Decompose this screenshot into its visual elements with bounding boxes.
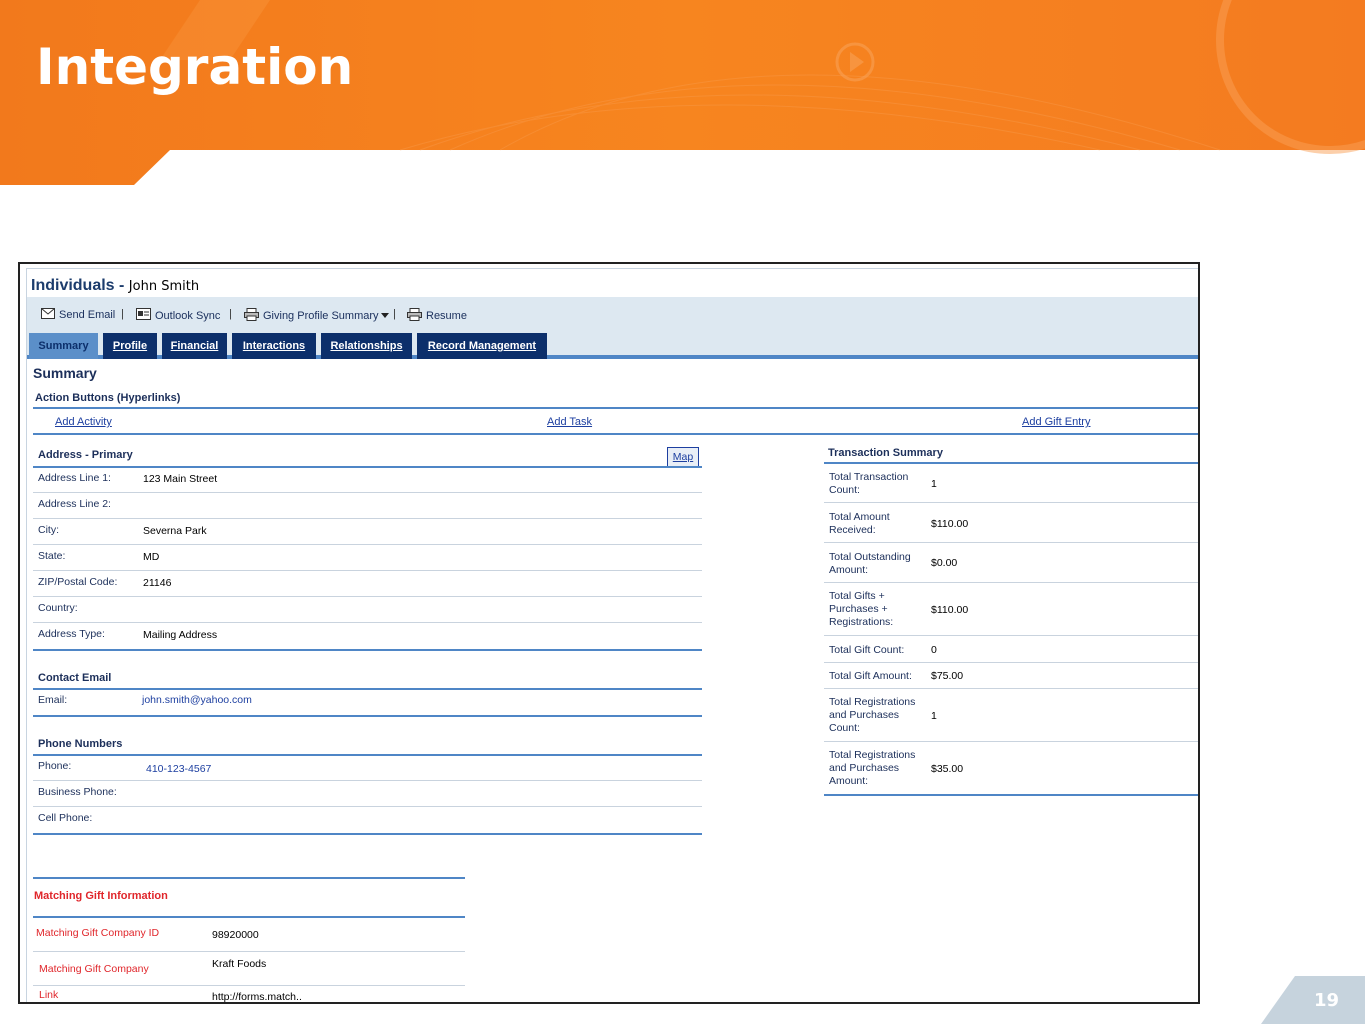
divider: [33, 780, 702, 781]
ts-total-gift-count-value: 0: [931, 644, 937, 656]
divider: [33, 570, 702, 571]
ts-total-registrations-purchases-amount-value: $35.00: [931, 763, 964, 775]
zip-label: ZIP/Postal Code:: [38, 576, 118, 588]
divider: [33, 544, 702, 545]
divider: [33, 688, 702, 690]
divider: [33, 833, 702, 835]
ts-total-gifts-purchases-registrations-value: $110.00: [931, 604, 969, 616]
ts-total-transaction-count-label: Total Transaction Count:: [829, 471, 909, 496]
add-gift-entry-link[interactable]: Add Gift Entry: [1022, 416, 1091, 428]
header-banner: [0, 0, 1365, 185]
matching-gift-link-label: Link: [39, 989, 59, 1001]
zip-value: 21146: [143, 577, 172, 589]
divider: [824, 688, 1198, 689]
record-title: [31, 277, 199, 295]
tab-summary[interactable]: Summary: [29, 333, 98, 359]
matching-gift-company-id-value: 98920000: [212, 929, 259, 941]
summary-heading: Summary: [33, 365, 97, 381]
crm-screenshot: [18, 262, 1200, 1004]
slide-title: Integration: [36, 38, 354, 96]
resume-label: Resume: [426, 310, 467, 322]
matching-gift-heading: Matching Gift Information: [34, 890, 168, 902]
ts-total-transaction-count-value: 1: [931, 478, 937, 490]
crm-record-view: [26, 268, 1198, 1002]
envelope-icon: [41, 308, 55, 322]
outlook-icon: [136, 308, 151, 323]
address-line1-label: Address Line 1:: [38, 472, 111, 484]
ts-total-amount-received-value: $110.00: [931, 518, 969, 530]
ts-total-outstanding-amount-label: Total Outstanding Amount:: [829, 551, 911, 576]
address-type-label: Address Type:: [38, 628, 105, 640]
city-value: Severna Park: [143, 525, 207, 537]
printer-icon: [407, 308, 422, 324]
printer-icon: [244, 308, 259, 324]
action-buttons-heading: Action Buttons (Hyperlinks): [35, 392, 181, 404]
giving-profile-summary-dropdown[interactable]: [244, 308, 389, 324]
resume-button[interactable]: [407, 308, 467, 324]
state-label: State:: [38, 550, 66, 562]
send-email-button[interactable]: [41, 308, 115, 322]
tab-profile[interactable]: Profile: [103, 333, 157, 359]
ts-total-registrations-purchases-count-label: Total Registrations and Purchases Count:: [829, 696, 916, 734]
outlook-sync-button[interactable]: [136, 308, 220, 323]
chevron-down-icon: [381, 310, 389, 322]
divider: [33, 596, 702, 597]
state-value: MD: [143, 551, 160, 563]
map-button[interactable]: Map: [667, 447, 699, 467]
divider: [824, 635, 1198, 636]
contact-email-heading: Contact Email: [38, 672, 112, 684]
address-type-value: Mailing Address: [143, 629, 218, 641]
divider: [33, 518, 702, 519]
divider: [33, 916, 465, 918]
matching-gift-company-id-label: Matching Gift Company ID: [36, 927, 160, 939]
cell-phone-label: Cell Phone:: [38, 812, 93, 824]
transaction-summary-heading: Transaction Summary: [828, 447, 943, 459]
divider: [33, 877, 465, 879]
ts-total-gifts-purchases-registrations-label: Total Gifts + Purchases + Registrations:: [829, 590, 894, 628]
outlook-sync-label: Outlook Sync: [155, 309, 221, 322]
divider: [824, 741, 1198, 742]
ts-total-gift-amount-value: $75.00: [931, 670, 964, 682]
divider: [33, 985, 465, 986]
tab-record-management[interactable]: Record Management: [417, 333, 547, 359]
divider: [824, 582, 1198, 583]
address-heading: Address - Primary: [38, 449, 133, 461]
ts-total-gift-amount-label: Total Gift Amount:: [829, 670, 912, 682]
tab-interactions[interactable]: Interactions: [232, 333, 316, 359]
ts-total-gift-count-label: Total Gift Count:: [829, 644, 905, 656]
divider: [33, 715, 702, 717]
address-line2-label: Address Line 2:: [38, 498, 111, 510]
matching-gift-link[interactable]: http://forms.match..: [212, 991, 302, 1002]
record-tabs: [27, 331, 1198, 359]
matching-gift-company-value: Kraft Foods: [212, 958, 267, 970]
record-type-label: Individuals: [31, 277, 115, 294]
phone-link[interactable]: 410-123-4567: [146, 763, 212, 775]
divider: [33, 951, 465, 952]
giving-profile-summary-label: Giving Profile Summary: [263, 310, 379, 322]
phone-label: Phone:: [38, 760, 72, 772]
divider: [824, 542, 1198, 543]
email-link[interactable]: john.smith@yahoo.com: [142, 694, 252, 706]
city-label: City:: [38, 524, 59, 536]
ts-total-outstanding-amount-value: $0.00: [931, 557, 958, 569]
divider: [33, 754, 702, 756]
ts-total-amount-received-label: Total Amount Received:: [829, 511, 890, 536]
tab-relationships[interactable]: Relationships: [321, 333, 412, 359]
toolbar-separator: |: [121, 308, 124, 320]
matching-gift-company-label: Matching Gift Company: [39, 963, 149, 975]
address-line1-value: 123 Main Street: [143, 473, 218, 485]
toolbar-separator: |: [393, 308, 396, 320]
divider: [824, 794, 1198, 796]
record-toolbar: [27, 297, 1198, 331]
ts-total-registrations-purchases-count-value: 1: [931, 710, 937, 722]
page-number: 19: [1313, 990, 1339, 1011]
ts-total-registrations-purchases-amount-label: Total Registrations and Purchases Amount:: [829, 749, 916, 787]
toolbar-separator: |: [229, 308, 232, 320]
add-activity-link[interactable]: Add Activity: [55, 416, 112, 428]
country-label: Country:: [38, 602, 78, 614]
divider: [33, 622, 702, 623]
divider: [33, 466, 702, 468]
divider: [824, 502, 1198, 503]
business-phone-label: Business Phone:: [38, 786, 117, 798]
email-label: Email:: [38, 694, 68, 706]
divider: [824, 662, 1198, 663]
divider: [33, 433, 1198, 435]
record-name: John Smith: [128, 279, 200, 294]
divider: [33, 407, 1198, 409]
record-title-separator: -: [114, 277, 129, 294]
divider: [33, 649, 702, 651]
phone-numbers-heading: Phone Numbers: [38, 738, 123, 750]
send-email-label: Send Email: [59, 309, 116, 321]
page-number-tab: [1261, 976, 1365, 1024]
add-task-link[interactable]: Add Task: [547, 416, 593, 428]
divider: [33, 806, 702, 807]
divider: [33, 492, 702, 493]
tab-financial[interactable]: Financial: [162, 333, 227, 359]
divider: [824, 462, 1198, 464]
